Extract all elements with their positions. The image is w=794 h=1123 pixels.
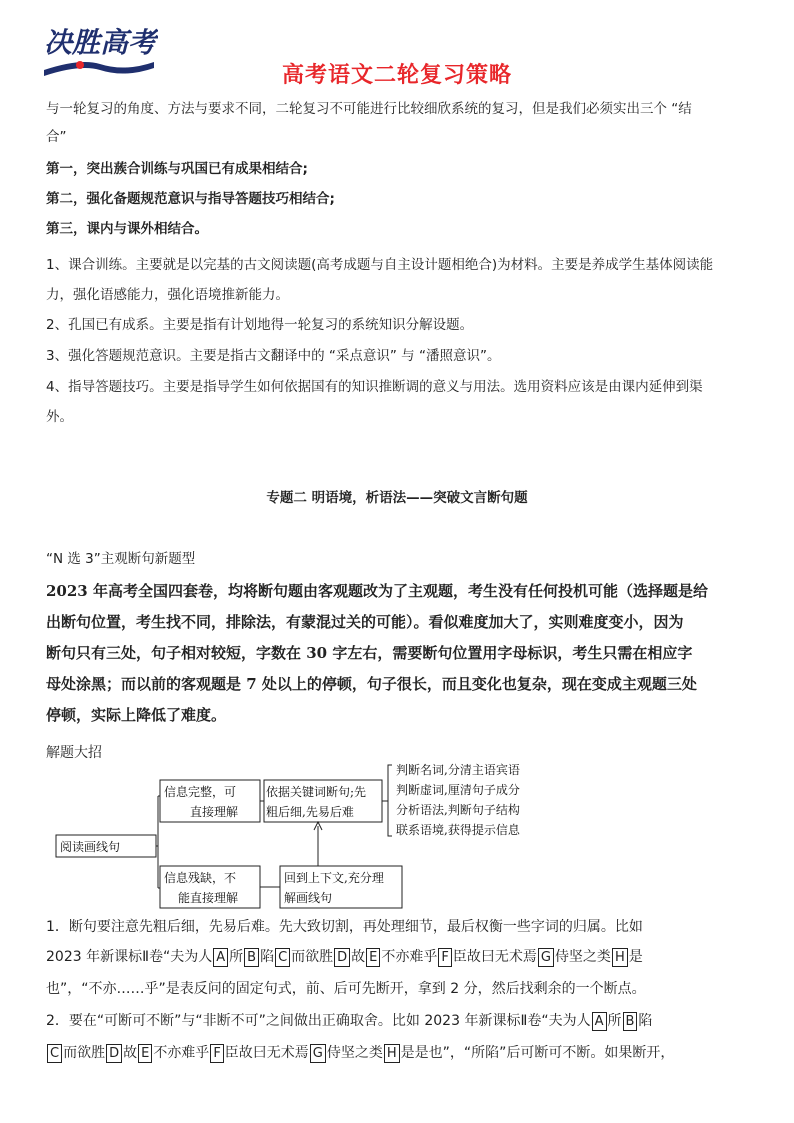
sentence-fragment: 臣故曰无术焉 <box>452 949 537 965</box>
section-para-5: 停顿，实际上降低了难度。 <box>46 706 227 724</box>
section-para-2: 出断句位置，考生找不同，排除法，有蒙混过关的可能）。看似难度加大了，实则难度变小，因为 <box>46 613 684 631</box>
break-label-e: E <box>138 1044 152 1063</box>
keyword-line-2: 粗后细,先易后难 <box>266 805 354 819</box>
item-4b: 外。 <box>46 409 73 425</box>
sentence-fragment: 故 <box>351 949 366 965</box>
intro-line-2: 合” <box>46 129 67 145</box>
sentence-fragment: 所 <box>607 1013 622 1029</box>
break-label-b: B <box>244 948 259 967</box>
sentence-fragment: 是 <box>628 949 643 965</box>
sentence-fragment: 不亦难乎 <box>153 1045 210 1061</box>
item-4a: 4、指导答题技巧。主要是指导学生如何依据国有的知识推断调的意义与用法。选用资料应该是由课内延伸到渠 <box>46 379 703 395</box>
page-title: 高考语文二轮复习策略 <box>281 63 512 88</box>
logo-text: 决胜高考 <box>44 26 157 59</box>
break-label-c: C <box>47 1044 62 1063</box>
break-label-b: B <box>623 1012 638 1031</box>
sentence-fragment: 陷 <box>260 949 275 965</box>
break-label-f: F <box>438 948 451 967</box>
sentence-fragment: 侍坚之类 <box>326 1045 383 1061</box>
break-label-h: H <box>384 1044 400 1063</box>
sentence-fragment: 是 <box>400 1045 415 1061</box>
context-line-2: 解画线句 <box>284 891 333 905</box>
break-label-a: A <box>213 948 228 967</box>
context-line-1: 回到上下文,充分理 <box>284 871 384 885</box>
break-label-d: D <box>106 1044 122 1063</box>
incomplete-info-line-2: 能直接理解 <box>178 891 239 905</box>
sentence-fragment: 而欲胜 <box>291 949 334 965</box>
break-label-g: G <box>310 1044 326 1063</box>
break-label-h: H <box>612 948 628 967</box>
item-1b: 力，强化语感能力，强化语境推新能力。 <box>46 287 289 303</box>
tip-1-line-3: 也”，“不亦……乎”是表反问的固定句式，前、后可先断开，拿到 2 分，然后找剩余的一个断点。 <box>46 981 646 997</box>
keyword-line-1: 依据关键词断句;先 <box>266 785 367 799</box>
sentence-inline-2a <box>591 1013 653 1029</box>
item-2: 2、孔国已有成系。主要是指有计划地得一轮复习的系统知识分解设题。 <box>46 317 474 333</box>
intro-line-1: 与一轮复习的角度、方法与要求不同，二轮复习不可能进行比较细欣系统的复习，但是我们必须实出三个 “结 <box>46 101 692 117</box>
sentence-fragment: 陷 <box>638 1013 653 1029</box>
tip-1-prefix: 2023 年新课标Ⅱ卷“夫为人 <box>46 949 213 965</box>
tip-2-line-1 <box>46 1006 756 1036</box>
tip-1-line-1: 1．断句要注意先粗后细，先易后难。先大致切割，再处理细节，最后权衡一些字词的归属。比如 <box>46 919 643 935</box>
point-2: 第二，强化备题规范意识与指导答题技巧相结合; <box>46 191 335 207</box>
section-para-1: 2023 年高考全国四套卷，均将断句题由客观题改为了主观题，考生没有任何投机可能（选择题是给 <box>46 582 708 600</box>
sentence-fragment: 所 <box>229 949 244 965</box>
item-1a: 1、课合训练。主要就是以完基的古文阅读题(高考成题与自主设计题相绝合)为材料。主要是养成学生基体阅读能 <box>46 257 714 273</box>
item-3: 3、强化答题规范意识。主要是指古文翻译中的 “采点意识” 与 “潘照意识”。 <box>46 348 501 364</box>
section-para-4: 母处涂黑；而以前的客观题是 7 处以上的停顿，句子很长，而且变化也复杂，现在变成主观题三处 <box>46 675 697 693</box>
right-item-3: 分析语法,判断句子结构 <box>396 803 520 817</box>
sentence-fragment: 不亦难乎 <box>381 949 438 965</box>
tip-2-suffix: 是也”，“所陷”后可断可不断。如果断开， <box>414 1045 675 1061</box>
complete-info-line-1: 信息完整，可 <box>164 785 237 799</box>
sentence-inline-2b <box>46 1045 415 1061</box>
break-label-c: C <box>275 948 290 967</box>
right-item-4: 联系语境,获得提示信息 <box>396 823 520 837</box>
complete-info-line-2: 直接理解 <box>190 805 239 819</box>
break-label-a: A <box>592 1012 607 1031</box>
sentence-fragment: 故 <box>123 1045 138 1061</box>
tip-2-line-2 <box>46 1038 756 1068</box>
break-label-f: F <box>210 1044 223 1063</box>
right-item-2: 判断虚词,厘清句子成分 <box>396 783 520 797</box>
sentence-fragment: 臣故曰无术焉 <box>224 1045 309 1061</box>
point-3: 第三，课内与课外相结合。 <box>46 221 208 237</box>
sentence-inline-1 <box>212 949 642 965</box>
break-label-g: G <box>538 948 554 967</box>
break-label-d: D <box>334 948 350 967</box>
tip-1-line-2 <box>46 942 756 972</box>
section-para-3: 断句只有三处，句子相对较短，字数在 30 字左右，需要断句位置用字母标识，考生只需在相应字 <box>46 644 693 662</box>
root-text: 阅读画线句 <box>60 840 121 854</box>
break-label-e: E <box>366 948 380 967</box>
incomplete-info-line-1: 信息残缺，不 <box>164 871 237 885</box>
point-1: 第一，突出蔟合训练与巩国已有成果相结合; <box>46 161 308 177</box>
tip-2-prefix: 2．要在“可断可不断”与“非断不可”之间做出正确取舍。比如 2023 年新课标Ⅱ卷“夫为人 <box>46 1013 591 1029</box>
sentence-fragment: 而欲胜 <box>63 1045 106 1061</box>
section-heading: 专题二 明语境，析语法——突破文言断句题 <box>266 490 528 506</box>
section-subtitle: “N 选 3”主观断句新题型 <box>46 551 196 567</box>
method-flow-diagram <box>52 760 552 910</box>
methods-label: 解题大招 <box>46 745 102 761</box>
right-item-1: 判断名词,分清主语宾语 <box>396 763 520 777</box>
sentence-fragment: 侍坚之类 <box>554 949 611 965</box>
